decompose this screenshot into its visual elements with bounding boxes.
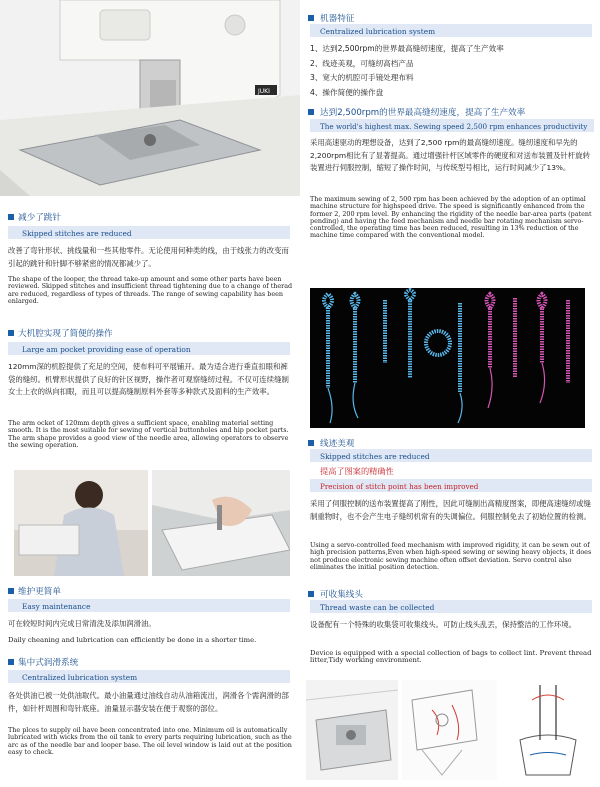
body-zh: 设备配有一个特殊的收集袋可收集线头。可防止线头乱丢，保持整洁的工作环境。 [310,620,577,629]
section-title-en: The world's highest max. Sewing speed 2,500 rpm enhances productivity [320,122,588,131]
body-en: Daily cheaning and lubrication can efficiently be done in a shorter time. [8,636,257,644]
feature-item: 2、线迹美观，可缝纫高档产品 [310,58,414,68]
section-marker-icon [308,440,314,446]
section-title-zh: 线迹美观 [320,439,355,449]
feature-item: 3、宽大的机腔可手镜处理布料 [310,73,414,82]
section-title-zh: 机器特征 [320,14,355,24]
red-subtitle-en: Precision of stitch point has been improved [320,482,479,491]
body-en: The shape of the looper, the thread take-up amount and some other parts have been reviewed. Skipped stitches and insufficient thread tightening due to a change of therad are reduced, regardless of types of threads. The range of sewing capability has been enlarged. [8,275,293,305]
section-marker-icon [8,659,14,665]
body-en: The maximum sewing of 2, 500 rpm has been achieved by the adoption of an optimal machine structure for highspeed drive. The speed is significantly enhanced from the former 2, 200 rpm level. By enhancing the rigidity of the needle bar-area parts (patent pending) and having the feed mechanism and needle bar rotating mechanism servo-controlled, the operating time has been reduced, resulting in 13% reduction of the machine time compared with the conventional model. [310,195,592,240]
section-marker-icon [8,330,14,336]
section-title-en: Large am pocket providing ease of operation [22,345,191,354]
body-en: The arm ocket of 120mm depth gives a sufficient space, enabling material setting smooth. It is the most suitable for sewing of vertical buttonholes and hip pocket parts. The arm shape provides a good view of the needle area, allowing operators to observe the sewing operation. [8,419,289,449]
section-title-en: Centralized lubrication system [22,673,138,682]
section-marker-icon [8,214,14,220]
body-zh: 各处供油已被一处供油取代。最小油量通过油线自动从油箱流出，润滑各个需润滑的部件，如针杆周围和弯针底座。油量显示器安装在便于观察的部位。 [8,691,289,713]
body-en: The plces to supply oil have been concentrated into one. Minimum oil is automatically lubricated with wicks from the oil tank to every parts requiring lubrication, such as the arc as of the needle bar and looper base. The oil level window is laid out at the position easy to check. [8,726,292,756]
feature-item: 4、操作简便的操作盘 [310,87,384,97]
body-zh: 可在较短时间内完成日常清洗及添加润滑油。 [8,619,156,628]
section-marker-icon [308,109,314,115]
juki-badge: JUKI [258,88,270,95]
stitch-samples-photo [310,288,585,428]
section-title-zh: 可收集线头 [320,590,363,600]
section-title-en: Skipped stitches are reduced [22,229,132,238]
section-title-zh: 集中式润滑系统 [18,658,79,668]
section-marker-icon [308,591,314,597]
operator-photo [14,470,148,576]
body-zh: 采用高速驱动的理想设备，达到了2,500 rpm的最高缝纫速度。缝纫速度和早先的2,200rpm相比有了显著提高。通过增强针杆区域零件的硬度和对送布装置及针杆旋转装置进行伺服控制，缩短了操作时间，与传统型号相比，运行时间减少了13%。 [310,138,590,173]
body-zh: 120mm深的机腔提供了充足的空间，使布料可平展铺开。最为适合进行垂直扣眼和裤袋的缝纫。机臂形状提供了良好的针区视野，操作者可观察缝纫过程。不仅可连续缝制女士上衣的纵向扣眼，而且可以提高缝制原料外套等多种款式及面料的生产效率。 [8,362,289,397]
body-zh: 采用了伺服控制的送布装置提高了刚性，因此可缝制出高精度图案，即便高速缝纫或缝制重物时，也不会产生电子缝纫机常有的失调偏位。伺服控制免去了初始位置的检测。 [310,499,591,521]
collector-diagram [500,680,596,780]
section-title-en: Skipped stitches are reduced [320,452,430,461]
lubrication-photo [306,680,398,780]
feature-list [310,42,595,100]
feature-item: 1、达到2,500rpm的世界最高缝纫速度，提高了生产效率 [310,44,504,53]
machine-photo [0,0,300,196]
section-title-en: Thread waste can be collected [320,603,435,612]
section-title-zh: 减少了跳针 [18,213,61,223]
section-title-zh: 达到2,500rpm的世界最高缝纫速度，提高了生产效率 [320,108,526,118]
section-marker-icon [308,15,314,21]
bag-photo [402,680,497,780]
body-en: Device is equipped with a special collection of bags to collect lint. Prevent thread litter,Tidy working environment. [310,649,592,665]
needle-area-photo [152,470,290,576]
section-marker-icon [8,588,14,594]
section-title-zh: 大机腔实现了简便的操作 [18,329,113,339]
red-subtitle-zh: 提高了图案的精确性 [320,466,394,476]
section-title-zh: 维护更简单 [18,587,61,597]
section-title-en: Easy maintenance [22,602,91,611]
body-zh: 改善了弯针形状、挑线量和一些其他零件。无论使用何种类的线，由于线张力的改变而引起的跳针和针脚不够紧密的情况都减少了。 [8,246,289,268]
section-title-en: Centralized lubrication system [320,27,436,36]
body-en: Using a servo-controlled feed mechanism with improved rigidity, it can be sewn out of high precision patterns,Even when high-speed sewing or sewing heavy objects, it does not produce electronic sewing machine often offset deviation. Servo control also eliminates the initial position detection. [310,541,592,571]
